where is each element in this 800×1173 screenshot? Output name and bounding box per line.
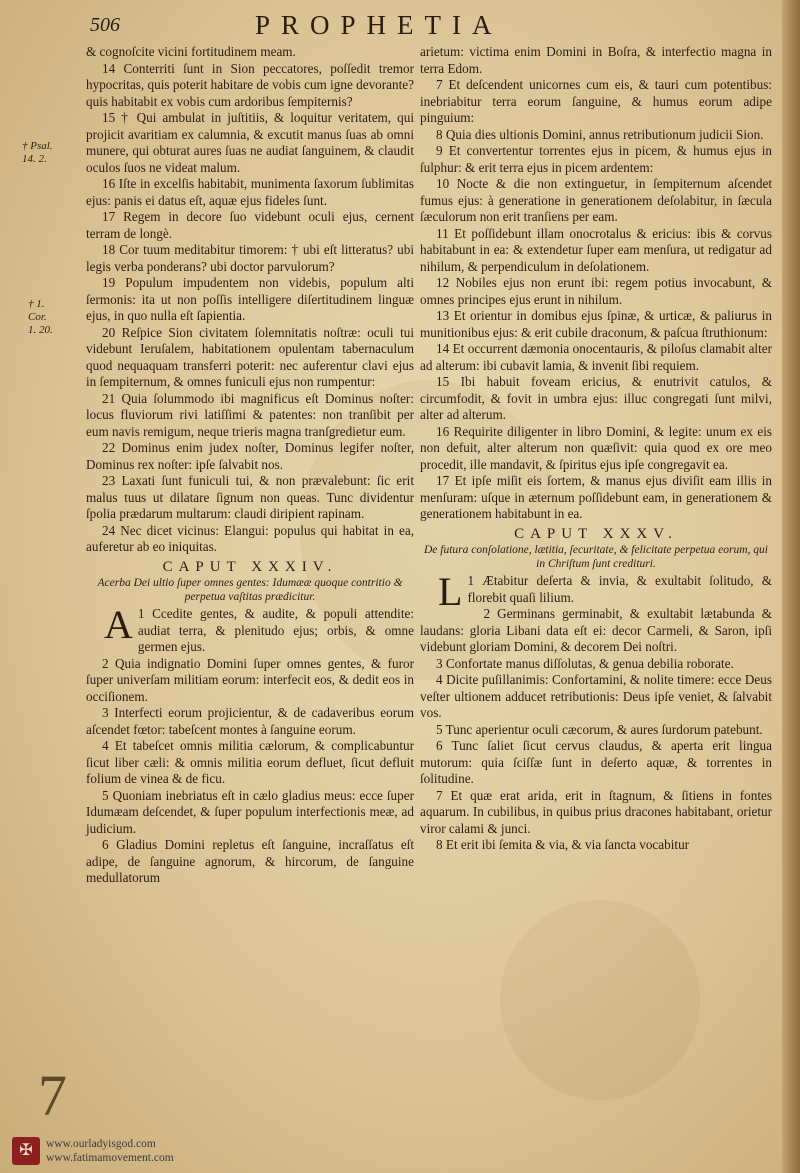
chapter-heading: CAPUT XXXIV. <box>162 558 338 575</box>
verse: 24 Nec dicet vicinus: Elangui: populus qui habitat in ea, auferetur ab eo iniquitas. <box>86 522 414 554</box>
verse: 14 Et occurrent dæmonia onocentauris, & piloſus clamabit alter ad alterum: ibi cubavit lamia, & invenit ſibi requiem. <box>420 341 772 373</box>
verse: 17 Regem in decore ſuo videbunt oculi ejus, cernent terram de longè. <box>86 209 414 241</box>
handwritten-mark: 7 <box>38 1063 67 1128</box>
verse: 7 Et deſcendent unicornes cum eis, & tauri cum potentibus: inebriabitur terra eorum ſanguine, & humus eorum adipe pinguium: <box>420 77 772 125</box>
verse: 7 Et quæ erat arida, erit in ſtagnum, & ſitiens in fontes aquarum. In cubilibus, in quibus prius dracones habitabant, orietur viror calami & junci. <box>420 787 772 836</box>
verse: 20 Reſpice Sion civitatem ſolemnitatis noſtræ: oculi tui videbunt Ieruſalem, habitationem opulentam tabernaculum quod nequaquam transferri poterit: nec auferentur clavi ejus in ſempiternum, & omnes funiculi ejus non rumpentur: <box>86 324 414 389</box>
verse: 2 Quia indignatio Domini ſuper omnes gentes, & furor ſuper univerſam militiam eorum: interfecit eos, & dedit eos in occiſionem. <box>86 655 414 704</box>
verse: 23 Laxati ſunt funiculi tui, & non prævalebunt: ſic erit malus tuus ut dilatare ſignum non queas. Tunc dividentur ſpolia prædarum multarum: claudi diripient rapinam. <box>86 473 414 521</box>
chapter-summary: De futura conſolatione, lætitia, ſecuritate, & felicitate perpetua eorum, qui in Chriſtum ſunt credituri. <box>424 544 768 570</box>
margin-note-cor: † 1. Cor. 1. 20. <box>28 298 53 336</box>
verse: 4 Dicite puſillanimis: Confortamini, & nolite timere: ecce Deus veſter ultionem adducet retributionis: Deus ipſe veniet, & ſalvabit vos. <box>420 672 772 720</box>
verse: 3 Confortate manus diſſolutas, & genua debilia roborate. <box>436 655 734 671</box>
page-edge <box>782 0 800 1173</box>
verse: 17 Et ipſe miſit eis ſortem, & manus ejus diviſit eam illis in menſuram: uſque in æternum poſſidebunt eam, in generationem & generationem habitabunt in ea. <box>420 473 772 521</box>
verse: 11 Et poſſidebunt illam onocrotalus & ericius: ibis & corvus habitabunt in ea: & extendetur ſuper eam menſura, ut redigatur ad nihilum, & perpendiculum in deſolationem. <box>420 225 772 274</box>
verse: 22 Dominus enim judex noſter, Dominus legifer noſter, Dominus rex noſter: ipſe ſalvabit nos. <box>86 440 414 472</box>
verse-first: 1 A Ccedite gentes, & audite, & populi attendite: audiat terra, & plenitudo ejus; orbis, & omne germen ejus. <box>104 602 414 654</box>
verse: 13 Et orientur in domibus ejus ſpinæ, & urticæ, & paliurus in munitionibus ejus: & erit cubile draconum, & paſcua ſtruthionum: <box>420 308 772 340</box>
verse: 16 Iſte in excelſis habitabit, munimenta ſaxorum ſublimitas ejus: panis ei datus eſt, aquæ ejus fideles ſunt. <box>86 176 414 208</box>
verse: 5 Quoniam inebriatus eſt in cælo gladius meus: ecce ſuper Idumæam deſcendet, & ſuper populum interfectionis meæ, ad judicium. <box>86 787 414 836</box>
footer-url-2[interactable]: www.fatimamovement.com <box>46 1152 174 1164</box>
drop-cap: A <box>104 602 133 647</box>
margin-note-psalm: † Psal. 14. 2. <box>22 140 53 165</box>
verse: 16 Requirite diligenter in libro Domini, & legite: unum ex eis non defuit, alter alterum non quæſivit: quia quod ex ore meo procedit, ille mandavit, & ſpiritus ejus ipſe congregavit ea. <box>420 423 772 472</box>
verse: & cognoſcite vicini fortitudinem meam. <box>86 44 296 59</box>
verse: 8 Et erit ibi ſemita & via, & via ſancta vocabitur <box>436 837 690 852</box>
chapter-summary: Acerba Dei ultio ſuper omnes gentes: Idumææ quoque contritio & perpetua vaſtitas prædicitur. <box>97 577 403 603</box>
verse: 21 Quia ſolummodo ibi magnificus eſt Dominus noſter: locus fluviorum rivi latiſſimi & patentes: non tranſibit per eum navis remigum, neque trieris magna tranſgredietur eum. <box>86 390 414 439</box>
verse: 2 Germinans germinabit, & exultabit lætabunda & laudans: gloria Libani data eſt ei: decor Carmeli, & Saron, ipſi videbunt gloriam Domini, & decorem Dei noſtri. <box>420 606 772 654</box>
verse-text: 1 Ætabitur deſerta & invia, & exultabit ſolitudo, & florebit quaſi lilium. <box>467 573 772 605</box>
verse: 18 Cor tuum meditabitur timorem: † ubi eſt litteratus? ubi legis verba ponderans? ubi doctor parvulorum? <box>86 242 414 274</box>
verse: 6 Tunc ſaliet ſicut cervus claudus, & aperta erit lingua mutorum: quia ſciſſæ ſunt in deſerto aquæ, & torrentes in ſolitudine. <box>420 738 772 786</box>
footer-url-1[interactable]: www.ourladyisgod.com <box>46 1138 156 1150</box>
verse-text: Ccedite gentes, & audite, & populi attendite: audiat terra, & plenitudo ejus; orbis, & omne germen ejus. <box>137 606 414 654</box>
verse: 10 Nocte & die non extinguetur, in ſempiternum aſcendet fumus ejus: à generatione in generationem deſolabitur, in ſæcula ſæculorum non erit tranſiens per eam. <box>420 176 772 224</box>
verse: 15 Ibi habuit foveam ericius, & enutrivit catulos, & circumfodit, & fovit in umbra ejus: illuc congregati ſunt milvi, alter ad alterum. <box>420 374 772 422</box>
verse: 5 Tunc aperientur oculi cæcorum, & aures ſurdorum patebunt. <box>436 721 763 737</box>
verse: 8 Quia dies ultionis Domini, annus retributionum judicii Sion. <box>436 126 764 142</box>
verse: 4 Et tabeſcet omnis militia cælorum, & complicabuntur ſicut liber cæli: & omnis militia eorum defluet, ſicut defluit folium de vinea & de ficu. <box>86 738 414 786</box>
page-number: 506 <box>90 14 120 36</box>
verse: 19 Populum impudentem non videbis, populum alti ſermonis: ita ut non poſſis intelligere diſertitudinem linguæ ejus, in quo nulla eſt ſapientia. <box>86 275 414 323</box>
right-column <box>420 44 772 854</box>
verse: arietum: victima enim Domini in Boſra, & interfectio magna in terra Edom. <box>420 44 772 76</box>
verse-first <box>420 569 772 614</box>
site-seal-icon: ✠ <box>12 1137 40 1165</box>
drop-cap: L <box>438 569 463 614</box>
verse: 14 Conterriti ſunt in Sion peccatores, poſſedit tremor hypocritas, quis poterit habitare de vobis cum igne devorante? quis habitabit ex vobis cum ardoribus ſempiternis? <box>86 60 414 109</box>
running-head: PROPHETIA <box>255 10 503 40</box>
left-column <box>86 44 414 887</box>
verse: 3 Interfecti eorum projicientur, & de cadaveribus eorum aſcendet fœtor: tabeſcent montes à ſanguine eorum. <box>86 705 414 737</box>
verse: 6 Gladius Domini repletus eſt ſanguine, incraſſatus eſt adipe, de ſanguine agnorum, & hircorum, de ſanguine medullatorum <box>86 837 414 885</box>
verse: 12 Nobiles ejus non erunt ibi: regem potius invocabunt, & omnes principes ejus erunt in nihilum. <box>420 275 772 307</box>
verse: 15 † Qui ambulat in juſtitiis, & loquitur veritatem, qui projicit avaritiam ex calumnia, & excutit manus ſuas ab omni munere, qui obturat aures ſuas ne audiat ſanguinem, & claudit oculos ſuos ne videat malum. <box>86 110 414 175</box>
verse: 9 Et convertentur torrentes ejus in picem, & humus ejus in ſulphur: & erit terra ejus in picem ardentem: <box>420 143 772 175</box>
footer-urls <box>46 1137 174 1165</box>
chapter-heading: CAPUT XXXV. <box>514 525 678 542</box>
